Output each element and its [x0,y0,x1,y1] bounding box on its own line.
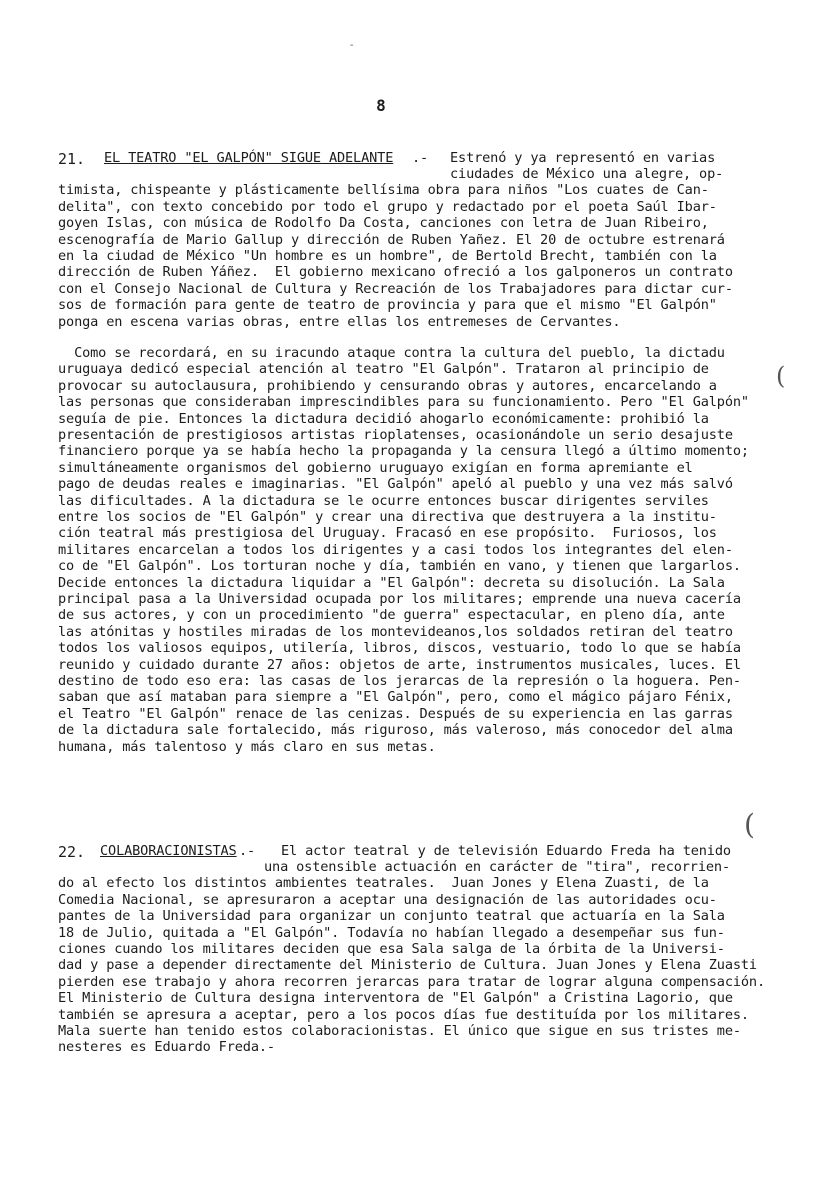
section-21 [58,150,788,780]
text-line: El Ministerio de Cultura designa interventora de "El Galpón" a Cristina Lagorio, que [58,990,733,1007]
text-line: escenografía de Mario Gallup y dirección de Ruben Yañez. El 20 de octubre estrenará [58,231,725,248]
text-line: financiero porque ya se había hecho la propaganda y la censura llegó a último momento; [58,443,749,460]
text-line: Decide entonces la dictadura liquidar a "El Galpón": decreta su disolución. La Sala [58,574,725,591]
text-line: de la dictadura sale fortalecido, más riguroso, más valeroso, más conocedor del alma [58,722,733,739]
text-line: pago de deudas reales e imaginarias. "El Galpón" apeló al pueblo y una vez más salvó [58,476,733,493]
text-line: pierden ese trabajo y ahora recorren jerarcas para tratar de lograr alguna compensación. [58,973,766,990]
text-line: sos de formación para gente de teatro de provincia y para que el mismo "El Galpón" [58,297,717,314]
section-first-line: Estrenó y ya representó en varias [450,150,716,166]
text-line: Mala suerte han tenido estos colaboracionistas. El único que sigue en sus tristes me- [58,1023,741,1039]
text-line: todos los valiosos equipos, utilería, libros, discos, vestuario, todo lo que se había [58,640,741,657]
text-line: las personas que consideraban imprescindibles para su funcionamiento. Pero "El Galpón" [58,394,749,411]
page-number: 8 [376,96,386,115]
section-title: COLABORACIONISTAS [100,843,237,859]
section-first-line: El actor teatral y de televisión Eduardo Freda ha tenido [281,843,731,859]
text-line: ciones cuando los militares deciden que esa Sala salga de la órbita de la Universi- [58,941,725,957]
text-line: ponga en escena varias obras, entre ellas los entremeses de Cervantes. [58,313,621,330]
text-line: timista, chispeante y plásticamente bellísima obra para niños "Los cuates de Can- [58,182,709,199]
text-line: con el Consejo Nacional de Cultura y Recreación de los Trabajadores para dictar cur- [58,280,733,297]
section-title-suffix: .- [239,843,256,859]
section-title-suffix: .- [412,150,429,166]
section-title: EL TEATRO "EL GALPÓN" SIGUE ADELANTE [104,150,394,166]
text-line: en la ciudad de México "Un hombre es un hombre", de Bertold Brecht, también con la [58,248,717,264]
text-line: co de "El Galpón". Los torturan noche y día, también en vano, y tienen que largarlos. [58,558,741,575]
scan-bracket-right-1: ( [776,362,786,390]
section-22 [58,843,788,1093]
text-line: goyen Islas, con música de Rodolfo Da Costa, canciones con letra de Juan Ribeiro, [58,215,709,232]
text-line: nesteres es Eduardo Freda.- [58,1039,275,1056]
text-line: humana, más talentoso y más claro en sus metas. [58,738,436,755]
text-line: delita", con texto concebido por todo el grupo y redactado por el poeta Saúl Ibar- [58,198,717,215]
text-line: también se apresura a aceptar, pero a los pocos días fue destituída por los militares. [58,1006,749,1023]
text-line: Comedia Nacional, se apresuraron a aceptar una designación de las autoridades ocu- [58,891,717,908]
text-line: de sus actores, y con un procedimiento "de guerra" espectacular, en pleno día, ante [58,607,725,624]
text-line: ciudades de México una alegre, op- [450,166,724,182]
text-line: las atónitas y hostiles miradas de los montevideanos,los soldados retiran del teatro [58,623,733,640]
text-line: las dificultades. A la dictadura se le ocurre entonces buscar dirigentes serviles [58,492,709,509]
text-line: una ostensible actuación en carácter de "tira", recorrien- [264,859,730,875]
text-line: presentación de prestigiosos artistas rioplatenses, ocasionándole un serio desajuste [58,427,733,443]
text-line: reunido y cuidado durante 27 años: objetos de arte, instrumentos musicales, luces. El [58,656,741,673]
text-line: uruguaya dedicó especial atención al teatro "El Galpón". Trataron al principio de [58,361,709,378]
text-line: 18 de Julio, quitada a "El Galpón". Todavía no habían llegado a desempeñar sus fun- [58,924,725,941]
text-line: provocar su autoclausura, prohibiendo y censurando obras y autores, encarcelando a [58,377,717,394]
text-line: pantes de la Universidad para organizar un conjunto teatral que actuaría en la Sala [58,908,725,925]
text-line: saban que así mataban para siempre a "El Galpón", pero, como el mágico pájaro Fénix, [58,689,733,706]
text-line: ción teatral más prestigiosa del Uruguay. Fracasó en ese propósito. Furiosos, los [58,525,717,542]
scan-mark-top: - [350,40,354,51]
text-line: el Teatro "El Galpón" renace de las cenizas. Después de su experiencia en las garras [58,705,733,722]
text-line: entre los socios de "El Galpón" y crear una directiva que destruyera a la institu- [58,509,717,525]
scan-bracket-right-2: ( [744,808,755,841]
section-number: 21. [58,150,86,168]
text-line: dirección de Ruben Yáñez. El gobierno mexicano ofreció a los galponeros un contrato [58,264,733,281]
text-line: Como se recordará, en su iracundo ataque contra la cultura del pueblo, la dictadu [58,345,725,361]
text-line: simultáneamente organismos del gobierno uruguayo exigían en forma apremiante el [58,459,693,476]
text-line: dad y pase a depender directamente del Ministerio de Cultura. Juan Jones y Elena Zuasti [58,957,757,974]
text-line: militares encarcelan a todos los dirigentes y a casi todos los integrantes del elen- [58,541,733,558]
text-line: principal pasa a la Universidad ocupada por los militares; emprende una nueva cacería [58,591,741,607]
section-number: 22. [58,843,86,861]
text-line: seguía de pie. Entonces la dictadura decidió ahogarlo económicamente: prohibió la [58,410,709,427]
text-line: do al efecto los distintos ambientes teatrales. Juan Jones y Elena Zuasti, de la [58,875,709,892]
text-line: destino de todo eso era: las casas de los jerarcas de la represión o la hoguera. Pen- [58,673,741,689]
